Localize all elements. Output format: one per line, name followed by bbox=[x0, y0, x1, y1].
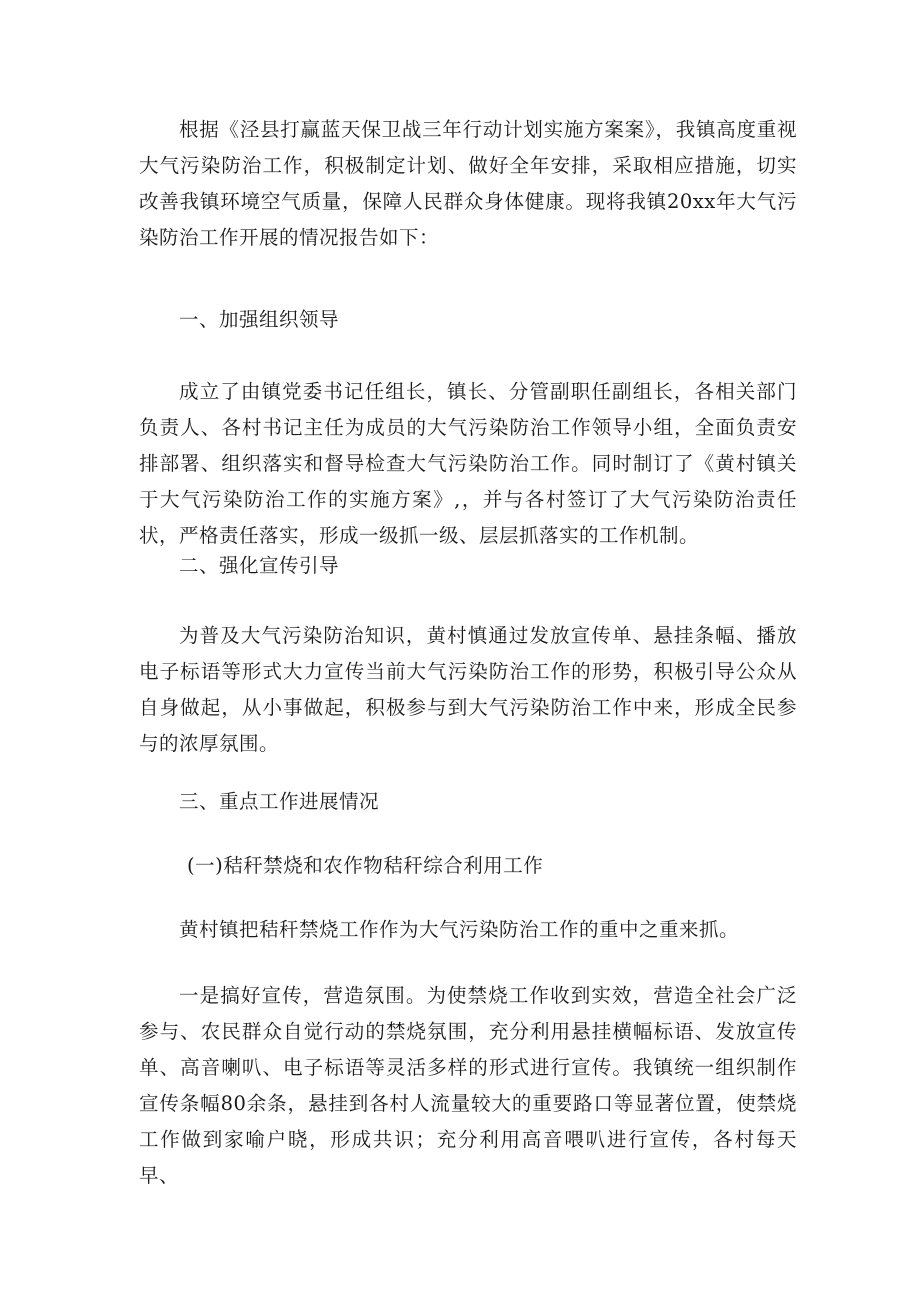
section-heading-2: 二、强化宣传引导 bbox=[179, 554, 340, 577]
intro-paragraph: 根据《泾县打赢蓝天保卫战三年行动计划实施方案案》，我镇高度重视大气污染防治工作，积极制定计划、做好全年安排，采取相应措施，切实改善我镇环境空气质量，保障人民群众身体健康。现将我镇20xx年大气污染防治工作开展的情况报告如下： bbox=[139, 118, 797, 249]
subsection-heading-3-1: (一)秸秆禁烧和农作物秸秆综合利用工作 bbox=[187, 854, 544, 877]
section-1-paragraph: 成立了由镇党委书记任组长，镇长、分管副职任副组长，各相关部门负责人、各村书记主任为成员的大气污染防治工作领导小组，全面负责安排部署、组织落实和督导检查大气污染防治工作。同时制订了《黄村镇关于大气污染防治工作的实施方案》,，并与各村签订了大气污染防治责任状，严格责任落实，形成一级抓一级、层层抓落实的工作机制。 bbox=[139, 380, 797, 547]
subsection-intro-paragraph: 黄村镇把秸秆禁烧工作作为大气污染防治工作的重中之重来抓。 bbox=[179, 918, 740, 941]
section-2-paragraph: 为普及大气污染防治知识，黄村慎通过发放宣传单、悬挂条幅、播放电子标语等形式大力宣传当前大气污染防治工作的形势，积极引导公众从自身做起，从小事做起，积极参与到大气污染防治工作中来，形成全民参与的浓厚氛围。 bbox=[139, 624, 797, 755]
section-heading-1: 一、加强组织领导 bbox=[179, 308, 340, 331]
subsection-paragraph-1: 一是搞好宣传，营造氛围。为使禁烧工作收到实效，营造全社会广泛参与、农民群众自觉行动的禁烧氛围，充分利用悬挂横幅标语、发放宣传单、高音喇叭、电子标语等灵活多样的形式进行宣传。我镇统一组织制作宣传条幅80余条，悬挂到各村人流量较大的重要路口等显著位置，使禁烧工作做到家喻户晓，形成共识；充分利用高音喂叭进行宣传，各村每天早、 bbox=[139, 984, 797, 1187]
section-heading-3: 三、重点工作进展情况 bbox=[179, 790, 380, 813]
